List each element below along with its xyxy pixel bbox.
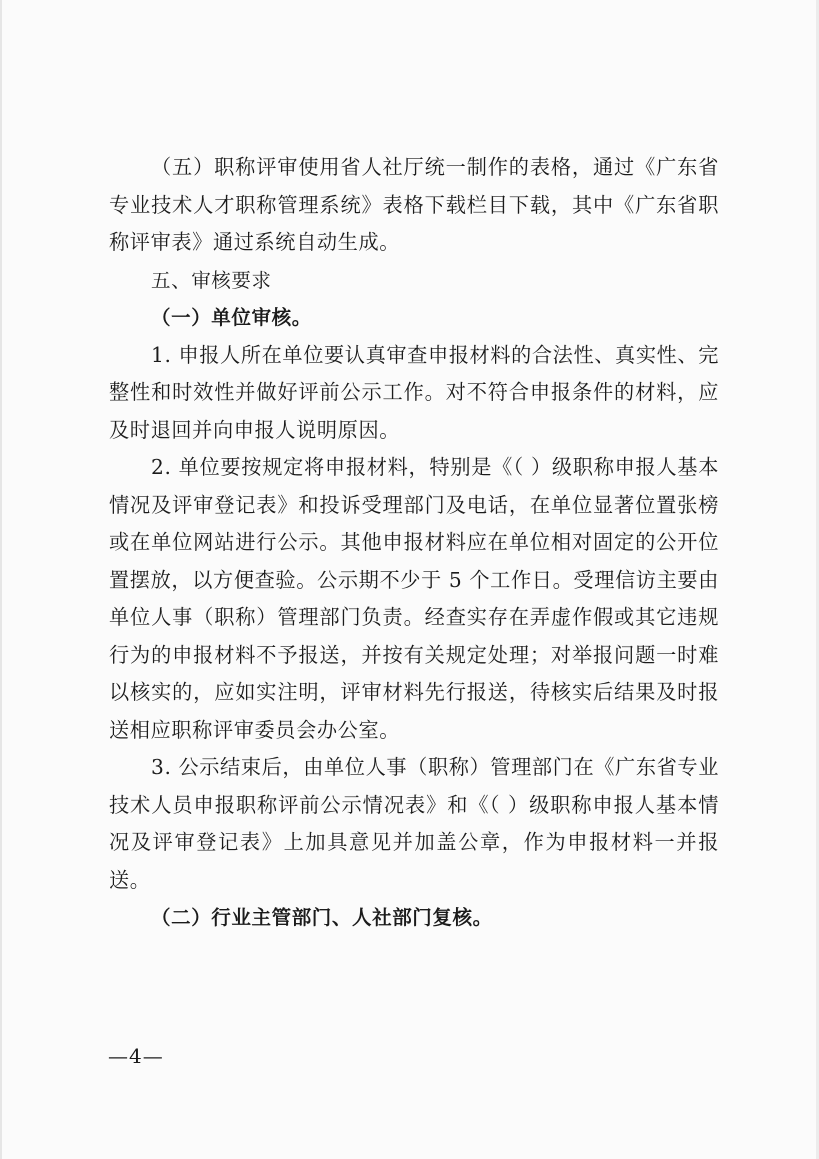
page-number: —4— xyxy=(108,1044,164,1068)
paragraph-item-1: 1. 申报人所在单位要认真审查申报材料的合法性、真实性、完整性和时效性并做好评前公示工作。对不符合申报条件的材料，应及时退回并向申报人说明原因。 xyxy=(109,342,719,442)
subsection-heading-unit-review: （一）单位审核。 xyxy=(151,306,312,329)
paragraph-forms-note: （五）职称评审使用省人社厅统一制作的表格，通过《广东省专业技术人才职称管理系统》表格下载栏目下载，其中《广东省职称评审表》通过系统自动生成。 xyxy=(109,155,719,254)
section-heading-review-requirements: 五、审核要求 xyxy=(151,268,272,292)
paragraph-item-3: 3. 公示结束后，由单位人事（职称）管理部门在《广东省专业技术人员申报职称评前公示情况表》和《（ ）级职称申报人基本情况及评审登记表》上加具意见并加盖公章，作为申报材料一并报送。 xyxy=(109,755,719,892)
subsection-heading-department-review: （二）行业主管部门、人社部门复核。 xyxy=(151,906,493,929)
paragraph-item-2: 2. 单位要按规定将申报材料，特别是《（ ）级职称申报人基本情况及评审登记表》和投诉受理部门及电话，在单位显著位置张榜或在单位网站进行公示。其他申报材料应在单位相对固定的公开位置摆放，以方便查验。公示期不少于 5 个工作日。受理信访主要由单位人事（职称）管理部门负责。经查实存在弄虚作假或其它违规行为的申报材料不予报送，并按有关规定处理；对举报问题一时难以核实的，应如实注明，评审材料先行报送，待核实后结果及时报送相应职称评审委员会办公室。 xyxy=(109,455,719,742)
document-body xyxy=(109,149,719,937)
